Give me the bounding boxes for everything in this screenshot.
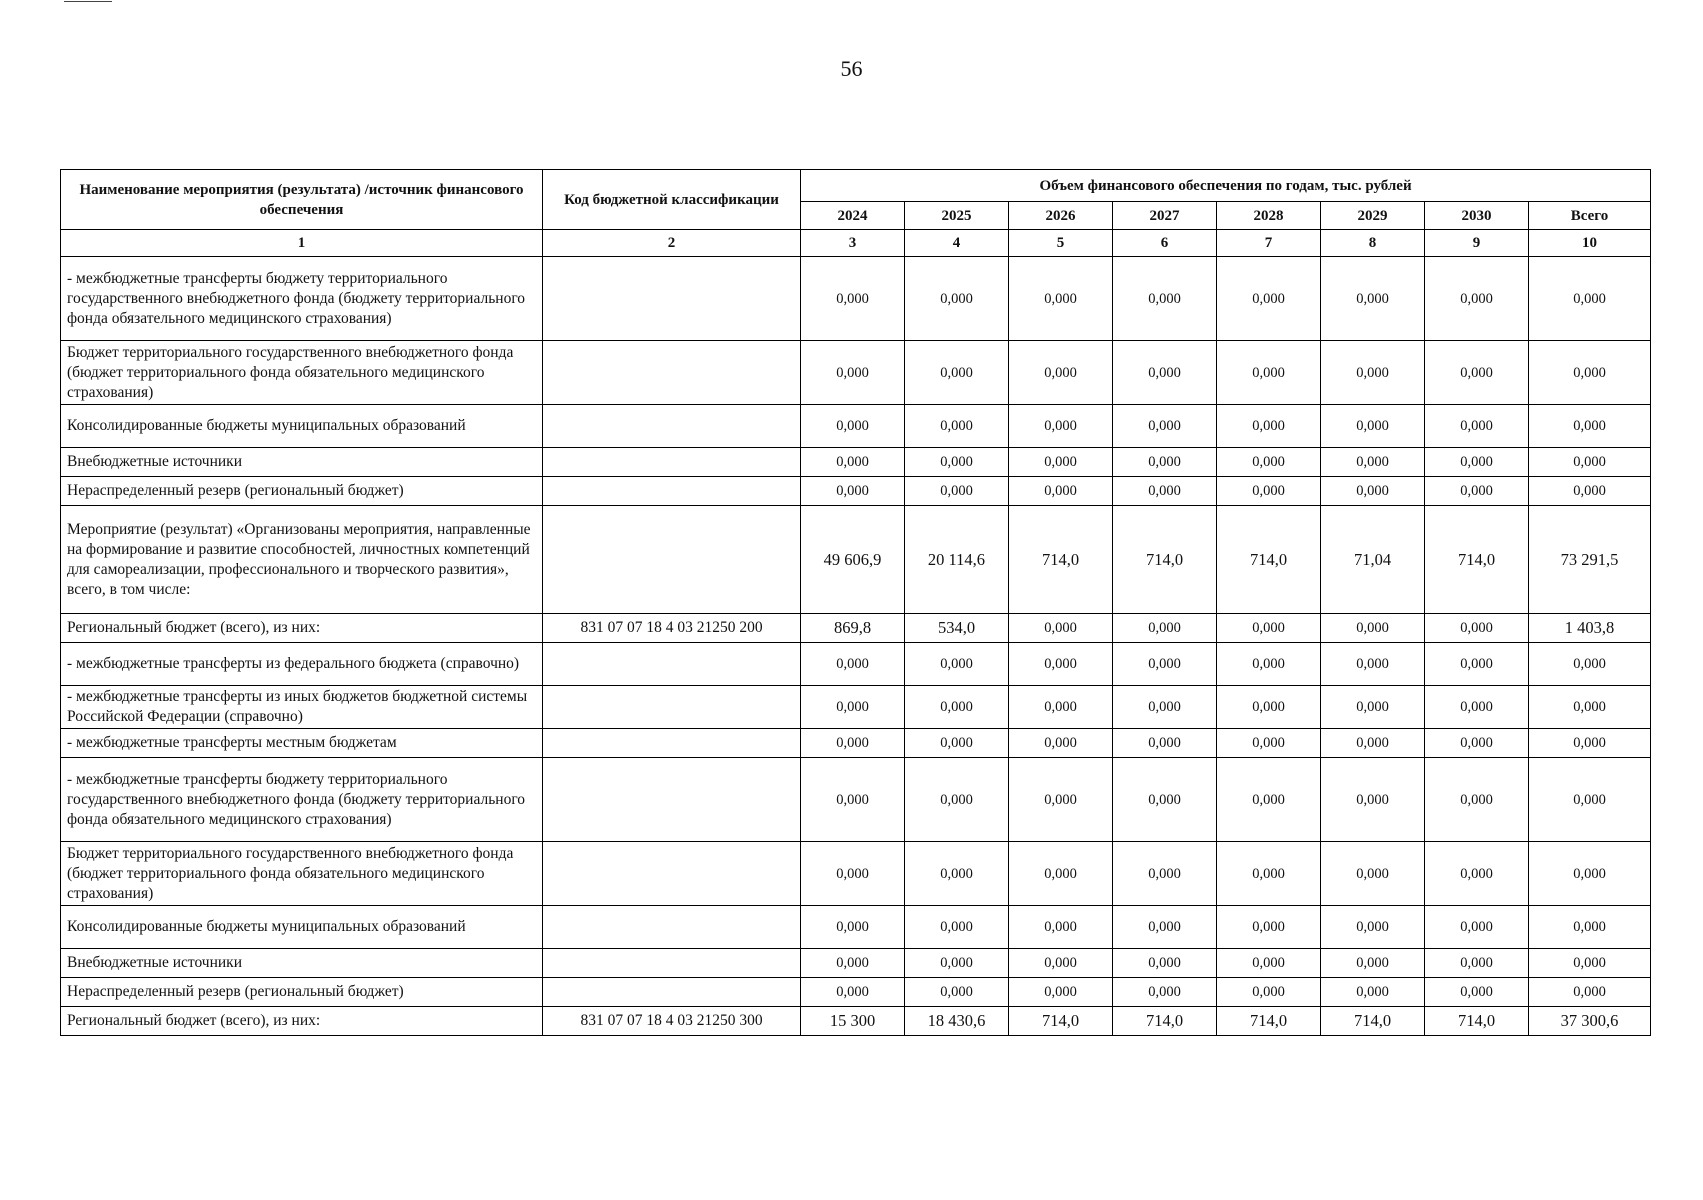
row-value-cell: 0,000 bbox=[905, 405, 1009, 448]
row-value-cell: 0,000 bbox=[801, 643, 905, 686]
column-number: 4 bbox=[905, 230, 1009, 257]
row-code-cell: 831 07 07 18 4 03 21250 200 bbox=[543, 614, 801, 643]
row-value-cell: 0,000 bbox=[801, 978, 905, 1007]
row-code-cell bbox=[543, 506, 801, 614]
row-value-cell: 0,000 bbox=[1009, 405, 1113, 448]
row-value-cell: 0,000 bbox=[1217, 257, 1321, 341]
row-value-cell: 0,000 bbox=[1321, 614, 1425, 643]
row-total-cell: 0,000 bbox=[1529, 978, 1651, 1007]
row-value-cell: 20 114,6 bbox=[905, 506, 1009, 614]
row-value-cell: 0,000 bbox=[1009, 686, 1113, 729]
row-value-cell: 0,000 bbox=[1113, 448, 1217, 477]
header-code-column: Код бюджетной классификации bbox=[543, 170, 801, 230]
row-total-cell: 0,000 bbox=[1529, 729, 1651, 758]
row-value-cell: 0,000 bbox=[1113, 614, 1217, 643]
row-total-cell: 0,000 bbox=[1529, 643, 1651, 686]
row-total-cell: 1 403,8 bbox=[1529, 614, 1651, 643]
table-row bbox=[61, 758, 1651, 842]
row-code-cell bbox=[543, 643, 801, 686]
row-value-cell: 0,000 bbox=[905, 842, 1009, 906]
row-value-cell: 0,000 bbox=[1113, 729, 1217, 758]
row-value-cell: 714,0 bbox=[1425, 506, 1529, 614]
row-value-cell: 0,000 bbox=[1425, 477, 1529, 506]
table-row bbox=[61, 341, 1651, 405]
row-value-cell: 0,000 bbox=[1009, 643, 1113, 686]
row-value-cell: 0,000 bbox=[1217, 842, 1321, 906]
row-value-cell: 0,000 bbox=[1425, 257, 1529, 341]
row-code-cell bbox=[543, 949, 801, 978]
header-year: 2027 bbox=[1113, 202, 1217, 230]
table-row bbox=[61, 477, 1651, 506]
row-value-cell: 0,000 bbox=[1009, 341, 1113, 405]
row-value-cell: 0,000 bbox=[1425, 729, 1529, 758]
budget-table bbox=[60, 169, 1651, 1036]
row-value-cell: 0,000 bbox=[905, 758, 1009, 842]
row-value-cell: 0,000 bbox=[1321, 729, 1425, 758]
row-value-cell: 0,000 bbox=[1113, 257, 1217, 341]
row-value-cell: 0,000 bbox=[801, 842, 905, 906]
header-year: 2028 bbox=[1217, 202, 1321, 230]
row-value-cell: 0,000 bbox=[1113, 686, 1217, 729]
row-total-cell: 0,000 bbox=[1529, 405, 1651, 448]
row-code-cell bbox=[543, 842, 801, 906]
row-value-cell: 714,0 bbox=[1321, 1007, 1425, 1036]
row-value-cell: 869,8 bbox=[801, 614, 905, 643]
table-row bbox=[61, 257, 1651, 341]
row-value-cell: 0,000 bbox=[1217, 949, 1321, 978]
row-value-cell: 0,000 bbox=[905, 729, 1009, 758]
row-value-cell: 0,000 bbox=[1425, 906, 1529, 949]
row-value-cell: 0,000 bbox=[801, 448, 905, 477]
row-total-cell: 0,000 bbox=[1529, 448, 1651, 477]
row-value-cell: 0,000 bbox=[1425, 405, 1529, 448]
row-name-cell: Консолидированные бюджеты муниципальных образований bbox=[61, 906, 543, 949]
row-value-cell: 0,000 bbox=[1113, 477, 1217, 506]
row-value-cell: 0,000 bbox=[905, 448, 1009, 477]
row-value-cell: 0,000 bbox=[1009, 614, 1113, 643]
row-value-cell: 0,000 bbox=[1217, 405, 1321, 448]
row-code-cell bbox=[543, 978, 801, 1007]
row-name-cell: Консолидированные бюджеты муниципальных образований bbox=[61, 405, 543, 448]
row-value-cell: 0,000 bbox=[1113, 643, 1217, 686]
row-code-cell: 831 07 07 18 4 03 21250 300 bbox=[543, 1007, 801, 1036]
row-value-cell: 0,000 bbox=[1009, 978, 1113, 1007]
row-total-cell: 0,000 bbox=[1529, 842, 1651, 906]
header-year: 2029 bbox=[1321, 202, 1425, 230]
row-value-cell: 0,000 bbox=[1113, 906, 1217, 949]
row-value-cell: 0,000 bbox=[905, 341, 1009, 405]
row-value-cell: 0,000 bbox=[1321, 758, 1425, 842]
row-value-cell: 15 300 bbox=[801, 1007, 905, 1036]
table-row bbox=[61, 643, 1651, 686]
row-value-cell: 534,0 bbox=[905, 614, 1009, 643]
row-value-cell: 0,000 bbox=[1321, 448, 1425, 477]
table-row bbox=[61, 506, 1651, 614]
row-value-cell: 714,0 bbox=[1113, 506, 1217, 614]
row-value-cell: 0,000 bbox=[1425, 448, 1529, 477]
row-value-cell: 0,000 bbox=[1009, 729, 1113, 758]
row-total-cell: 0,000 bbox=[1529, 477, 1651, 506]
row-value-cell: 714,0 bbox=[1217, 1007, 1321, 1036]
table-row bbox=[61, 614, 1651, 643]
row-total-cell: 0,000 bbox=[1529, 341, 1651, 405]
row-name-cell: - межбюджетные трансферты бюджету территориального государственного внебюджетного фонда (бюджету территориального фонда обязательного медицинского страхования) bbox=[61, 257, 543, 341]
row-value-cell: 0,000 bbox=[1009, 842, 1113, 906]
header-total: Всего bbox=[1529, 202, 1651, 230]
row-value-cell: 714,0 bbox=[1217, 506, 1321, 614]
row-value-cell: 0,000 bbox=[1321, 643, 1425, 686]
row-value-cell: 0,000 bbox=[1009, 758, 1113, 842]
column-number: 9 bbox=[1425, 230, 1529, 257]
row-total-cell: 37 300,6 bbox=[1529, 1007, 1651, 1036]
header-year: 2024 bbox=[801, 202, 905, 230]
top-rule bbox=[64, 1, 112, 2]
row-name-cell: Мероприятие (результат) «Организованы мероприятия, направленные на формирование и развитие способностей, личностных компетенций для самореализации, профессионального и творческого развития», всего, в том числе: bbox=[61, 506, 543, 614]
row-value-cell: 0,000 bbox=[1009, 448, 1113, 477]
column-number: 5 bbox=[1009, 230, 1113, 257]
column-number: 2 bbox=[543, 230, 801, 257]
row-name-cell: - межбюджетные трансферты бюджету территориального государственного внебюджетного фонда (бюджету территориального фонда обязательного медицинского страхования) bbox=[61, 758, 543, 842]
table-row bbox=[61, 686, 1651, 729]
row-value-cell: 0,000 bbox=[1009, 257, 1113, 341]
row-value-cell: 0,000 bbox=[801, 686, 905, 729]
row-value-cell: 0,000 bbox=[1217, 477, 1321, 506]
row-name-cell: Нераспределенный резерв (региональный бюджет) bbox=[61, 477, 543, 506]
row-value-cell: 0,000 bbox=[1113, 978, 1217, 1007]
row-value-cell: 0,000 bbox=[1425, 643, 1529, 686]
row-total-cell: 0,000 bbox=[1529, 949, 1651, 978]
column-number: 8 bbox=[1321, 230, 1425, 257]
row-value-cell: 0,000 bbox=[1321, 477, 1425, 506]
row-value-cell: 714,0 bbox=[1009, 506, 1113, 614]
row-name-cell: Бюджет территориального государственного внебюджетного фонда (бюджет территориального фонда обязательного медицинского страхования) bbox=[61, 842, 543, 906]
row-value-cell: 0,000 bbox=[905, 686, 1009, 729]
row-code-cell bbox=[543, 906, 801, 949]
row-total-cell: 0,000 bbox=[1529, 758, 1651, 842]
header-year: 2026 bbox=[1009, 202, 1113, 230]
row-value-cell: 0,000 bbox=[1321, 686, 1425, 729]
header-year: 2025 bbox=[905, 202, 1009, 230]
row-value-cell: 0,000 bbox=[1321, 906, 1425, 949]
row-value-cell: 71,04 bbox=[1321, 506, 1425, 614]
row-code-cell bbox=[543, 448, 801, 477]
row-value-cell: 0,000 bbox=[905, 257, 1009, 341]
row-value-cell: 0,000 bbox=[905, 643, 1009, 686]
row-value-cell: 0,000 bbox=[1217, 643, 1321, 686]
row-value-cell: 18 430,6 bbox=[905, 1007, 1009, 1036]
row-total-cell: 0,000 bbox=[1529, 906, 1651, 949]
row-value-cell: 0,000 bbox=[1009, 906, 1113, 949]
row-total-cell: 73 291,5 bbox=[1529, 506, 1651, 614]
row-value-cell: 0,000 bbox=[801, 477, 905, 506]
table-body bbox=[61, 257, 1651, 1036]
column-number: 6 bbox=[1113, 230, 1217, 257]
row-code-cell bbox=[543, 257, 801, 341]
row-value-cell: 0,000 bbox=[1217, 686, 1321, 729]
row-value-cell: 0,000 bbox=[1425, 614, 1529, 643]
row-code-cell bbox=[543, 405, 801, 448]
row-value-cell: 0,000 bbox=[1425, 686, 1529, 729]
row-total-cell: 0,000 bbox=[1529, 257, 1651, 341]
row-value-cell: 0,000 bbox=[801, 758, 905, 842]
table-row bbox=[61, 842, 1651, 906]
row-value-cell: 0,000 bbox=[801, 341, 905, 405]
row-value-cell: 0,000 bbox=[1113, 341, 1217, 405]
table-header bbox=[61, 170, 1651, 257]
row-value-cell: 0,000 bbox=[1425, 949, 1529, 978]
row-value-cell: 0,000 bbox=[1217, 906, 1321, 949]
row-value-cell: 0,000 bbox=[1425, 842, 1529, 906]
row-name-cell: Внебюджетные источники bbox=[61, 949, 543, 978]
header-year: 2030 bbox=[1425, 202, 1529, 230]
row-value-cell: 0,000 bbox=[1217, 341, 1321, 405]
table-row bbox=[61, 729, 1651, 758]
row-code-cell bbox=[543, 758, 801, 842]
row-value-cell: 714,0 bbox=[1009, 1007, 1113, 1036]
column-number: 3 bbox=[801, 230, 905, 257]
row-value-cell: 0,000 bbox=[1321, 341, 1425, 405]
column-number: 10 bbox=[1529, 230, 1651, 257]
row-name-cell: Нераспределенный резерв (региональный бюджет) bbox=[61, 978, 543, 1007]
row-value-cell: 0,000 bbox=[905, 978, 1009, 1007]
row-value-cell: 0,000 bbox=[801, 906, 905, 949]
column-number: 1 bbox=[61, 230, 543, 257]
row-value-cell: 714,0 bbox=[1113, 1007, 1217, 1036]
row-total-cell: 0,000 bbox=[1529, 686, 1651, 729]
row-value-cell: 0,000 bbox=[1321, 405, 1425, 448]
table-row bbox=[61, 405, 1651, 448]
table-row bbox=[61, 978, 1651, 1007]
row-name-cell: - межбюджетные трансферты из федерального бюджета (справочно) bbox=[61, 643, 543, 686]
row-code-cell bbox=[543, 686, 801, 729]
table-row bbox=[61, 949, 1651, 978]
row-value-cell: 0,000 bbox=[801, 949, 905, 978]
row-value-cell: 0,000 bbox=[1113, 758, 1217, 842]
row-name-cell: - межбюджетные трансферты из иных бюджетов бюджетной системы Российской Федерации (справочно) bbox=[61, 686, 543, 729]
column-number: 7 bbox=[1217, 230, 1321, 257]
row-name-cell: - межбюджетные трансферты местным бюджетам bbox=[61, 729, 543, 758]
row-name-cell: Внебюджетные источники bbox=[61, 448, 543, 477]
row-value-cell: 0,000 bbox=[1321, 842, 1425, 906]
row-value-cell: 0,000 bbox=[905, 949, 1009, 978]
row-value-cell: 714,0 bbox=[1425, 1007, 1529, 1036]
header-name-column: Наименование мероприятия (результата) /источник финансового обеспечения bbox=[61, 170, 543, 230]
row-value-cell: 0,000 bbox=[801, 405, 905, 448]
row-value-cell: 0,000 bbox=[1113, 949, 1217, 978]
table-row bbox=[61, 1007, 1651, 1036]
row-code-cell bbox=[543, 341, 801, 405]
row-value-cell: 0,000 bbox=[1321, 978, 1425, 1007]
row-value-cell: 0,000 bbox=[1425, 758, 1529, 842]
row-code-cell bbox=[543, 477, 801, 506]
row-value-cell: 0,000 bbox=[1425, 978, 1529, 1007]
table-row bbox=[61, 448, 1651, 477]
row-code-cell bbox=[543, 729, 801, 758]
row-value-cell: 0,000 bbox=[1217, 729, 1321, 758]
row-value-cell: 0,000 bbox=[905, 477, 1009, 506]
row-name-cell: Региональный бюджет (всего), из них: bbox=[61, 1007, 543, 1036]
row-value-cell: 0,000 bbox=[1321, 257, 1425, 341]
row-value-cell: 0,000 bbox=[1113, 842, 1217, 906]
row-value-cell: 0,000 bbox=[801, 729, 905, 758]
row-value-cell: 0,000 bbox=[1217, 758, 1321, 842]
table-row bbox=[61, 906, 1651, 949]
row-name-cell: Региональный бюджет (всего), из них: bbox=[61, 614, 543, 643]
row-value-cell: 0,000 bbox=[1425, 341, 1529, 405]
row-name-cell: Бюджет территориального государственного внебюджетного фонда (бюджет территориального фонда обязательного медицинского страхования) bbox=[61, 341, 543, 405]
row-value-cell: 0,000 bbox=[1009, 949, 1113, 978]
row-value-cell: 0,000 bbox=[1217, 448, 1321, 477]
row-value-cell: 49 606,9 bbox=[801, 506, 905, 614]
row-value-cell: 0,000 bbox=[905, 906, 1009, 949]
row-value-cell: 0,000 bbox=[1217, 614, 1321, 643]
row-value-cell: 0,000 bbox=[1321, 949, 1425, 978]
header-volume-column: Объем финансового обеспечения по годам, тыс. рублей bbox=[801, 170, 1651, 202]
row-value-cell: 0,000 bbox=[1113, 405, 1217, 448]
row-value-cell: 0,000 bbox=[1009, 477, 1113, 506]
row-value-cell: 0,000 bbox=[801, 257, 905, 341]
row-value-cell: 0,000 bbox=[1217, 978, 1321, 1007]
page-number: 56 bbox=[840, 56, 863, 81]
